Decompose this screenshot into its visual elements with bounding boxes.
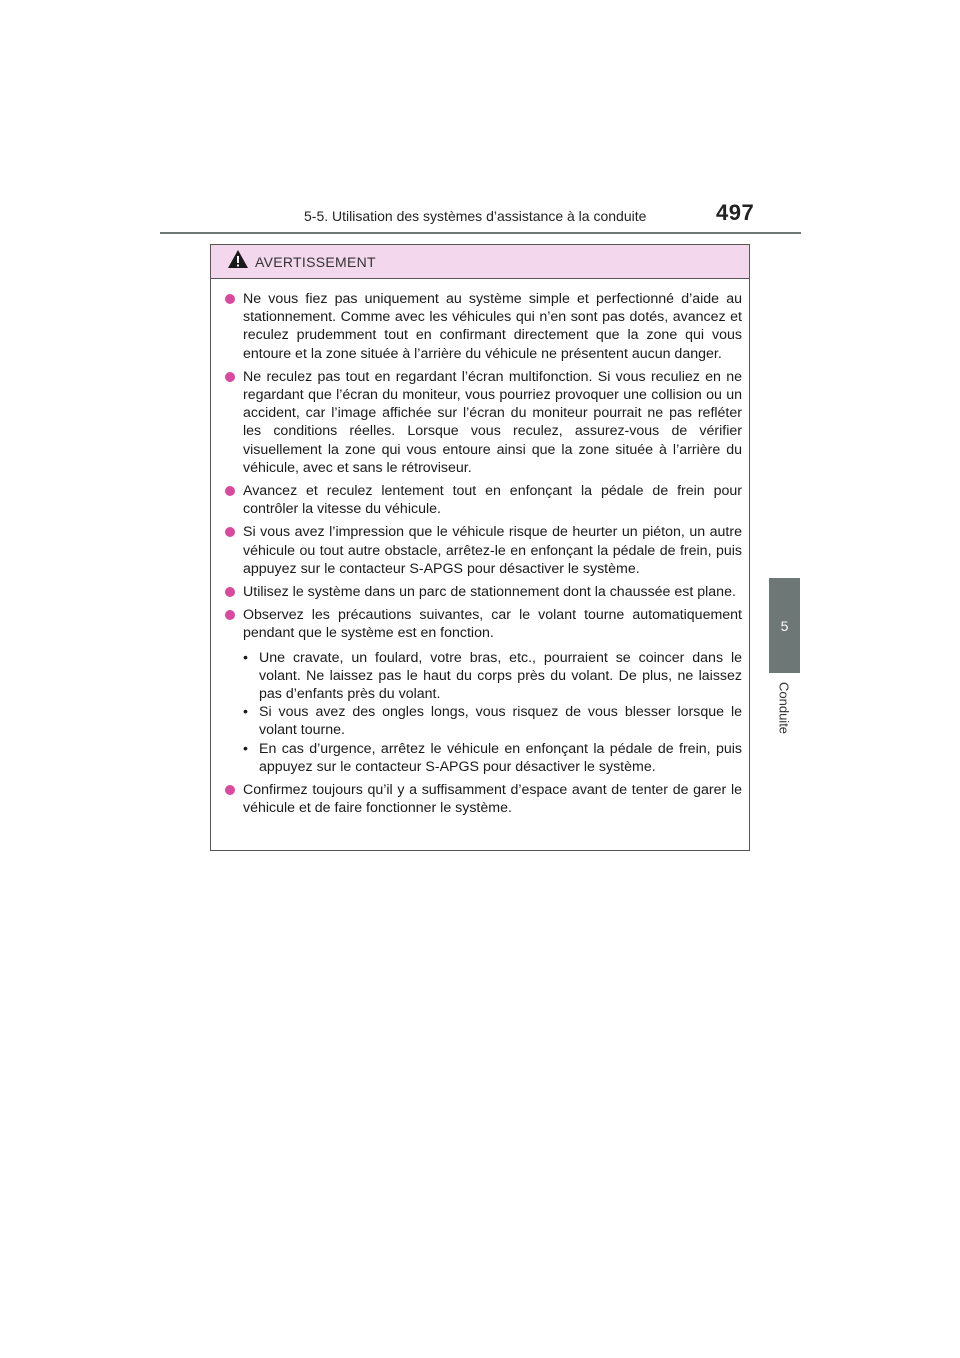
warning-item-text: Confirmez toujours qu’il y a suffisamment d’espace avant de tenter de garer le véhicule et de faire fonctionner le système. <box>243 782 742 817</box>
bullet-icon <box>225 372 235 382</box>
chapter-number: 5 <box>780 617 789 634</box>
bullet-icon <box>225 294 235 304</box>
warning-item-text: Utilisez le système dans un parc de stationnement dont la chaussée est plane. <box>243 584 736 601</box>
sub-bullet: • <box>243 704 248 721</box>
warning-header <box>211 245 749 279</box>
page-number: 497 <box>716 200 755 225</box>
section-title: 5-5. Utilisation des systèmes d’assistance à la conduite <box>304 208 647 224</box>
bullet-icon <box>225 785 235 795</box>
warning-item-text: Ne reculez pas tout en regardant l’écran multifonction. Si vous reculiez en ne regardant que l’écran du moniteur, vous pourriez provoquer une collision ou un accident, car l’image affichée sur l’écran du moniteur pourrait ne pas refléter les conditions réelles. Lorsque vous reculez, assurez-vous de vérifier visuellement la zone qui vous entoure ainsi que la zone située à l’arrière du véhicule, avec et sans le rétroviseur. <box>243 368 742 476</box>
sub-bullet: • <box>243 740 248 757</box>
sub-item-text: En cas d’urgence, arrêtez le véhicule en enfonçant la pédale de frein, puis appuyez sur le contacteur S-APGS pour désactiver le système. <box>259 740 742 775</box>
warning-item-text: Si vous avez l’impression que le véhicule risque de heurter un piéton, un autre véhicule ou tout autre obstacle, arrêtez-le en enfonçant la pédale de frein, puis appuyez sur le contacteur S-APGS pour désactiver le système. <box>243 524 742 577</box>
warning-item <box>221 368 742 477</box>
bullet-icon <box>225 610 235 620</box>
warning-item <box>221 523 742 578</box>
bullet-icon <box>225 587 235 597</box>
sub-item-text: Si vous avez des ongles longs, vous risquez de vous blesser lorsque le volant tourne. <box>259 704 742 739</box>
chapter-label: Conduite <box>776 682 792 735</box>
warning-item <box>221 482 742 518</box>
header-divider <box>160 232 801 234</box>
warning-body <box>211 279 749 817</box>
sub-list-item <box>243 649 742 704</box>
warning-box <box>210 244 750 851</box>
sub-list <box>243 649 742 776</box>
sub-list-item <box>243 703 742 739</box>
bullet-icon <box>225 527 235 537</box>
warning-item <box>221 290 742 363</box>
warning-triangle-icon <box>227 249 249 274</box>
warning-item-text: Ne vous fiez pas uniquement au système simple et perfectionné d’aide au stationnement. Comme avec les véhicules qui n’en sont pas dotés, avancez et reculez prudemment tout en confirmant directement que la zone qui vous entoure et la zone située à l’arrière du véhicule ne présentent aucun danger. <box>243 291 742 362</box>
warning-item <box>221 606 742 776</box>
sub-bullet: • <box>243 649 248 666</box>
sub-item-text: Une cravate, un foulard, votre bras, etc., pourraient se coincer dans le volant. Ne laissez pas le haut du corps près du volant. De plus, ne laissez pas d’enfants près du volant. <box>259 649 742 703</box>
warning-item-text: Avancez et reculez lentement tout en enfonçant la pédale de frein pour contrôler la vitesse du véhicule. <box>243 483 742 518</box>
chapter-tab <box>769 578 800 673</box>
warning-item <box>221 583 742 601</box>
bullet-icon <box>225 486 235 496</box>
warning-item-text: Observez les précautions suivantes, car le volant tourne automatiquement pendant que le système est en fonction. <box>243 607 742 642</box>
sub-list-item <box>243 740 742 776</box>
warning-title: AVERTISSEMENT <box>255 253 376 270</box>
warning-item <box>221 781 742 817</box>
